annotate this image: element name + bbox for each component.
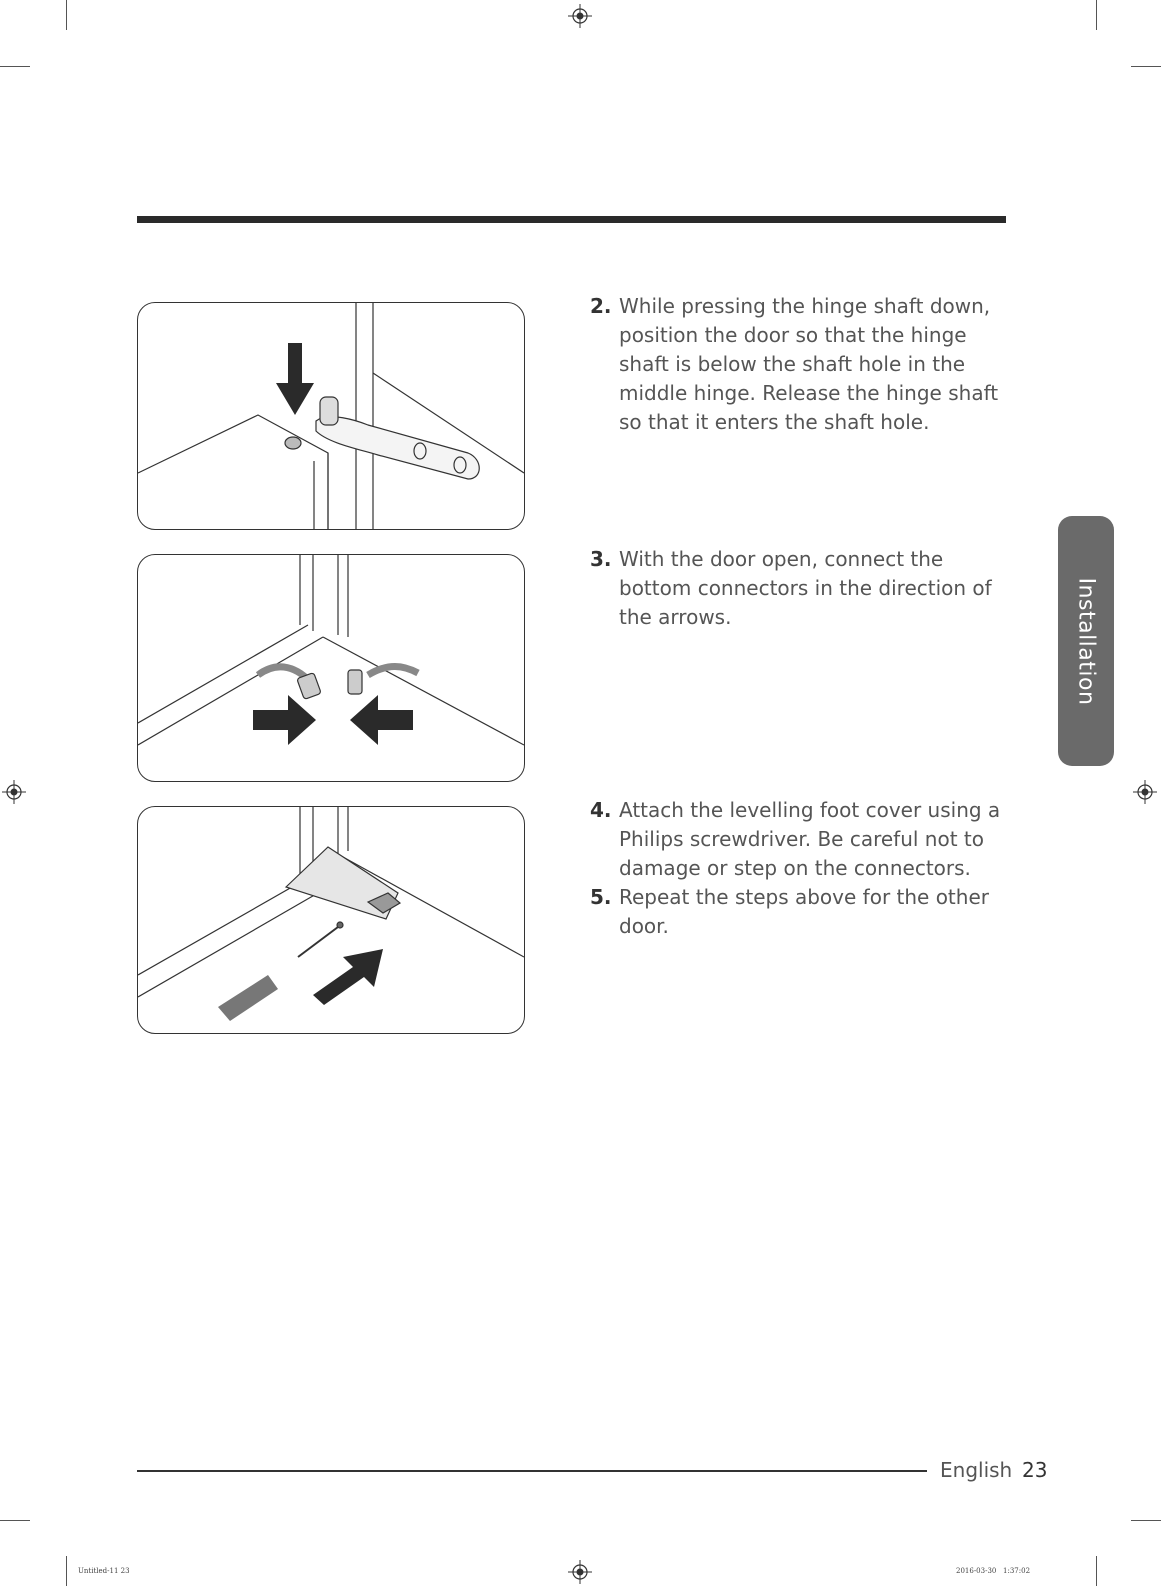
registration-mark-icon xyxy=(2,780,26,804)
crop-mark xyxy=(0,1520,30,1521)
step-number: 3. xyxy=(590,547,612,571)
step-text: Attach the levelling foot cover using a Philips screwdriver. Be careful not to damage or step on the connectors. xyxy=(619,798,1001,880)
step-3 xyxy=(590,545,1010,632)
footer-language: English xyxy=(940,1458,1013,1482)
step-text: Repeat the steps above for the other door. xyxy=(619,885,989,938)
crop-mark xyxy=(66,1556,67,1586)
crop-mark xyxy=(1131,66,1161,67)
levelling-foot-cover-illustration xyxy=(137,806,525,1034)
crop-mark xyxy=(66,0,67,30)
crop-mark xyxy=(0,66,30,67)
crop-mark xyxy=(1131,1520,1161,1521)
step-text: While pressing the hinge shaft down, position the door so that the hinge shaft is below the shaft hole in the middle hinge. Release the hinge shaft so that it enters the shaft hole. xyxy=(619,294,999,434)
registration-mark-icon xyxy=(568,4,592,28)
crop-mark xyxy=(1096,0,1097,30)
header-rule xyxy=(137,216,1006,223)
step-2 xyxy=(590,292,1010,437)
step-5 xyxy=(590,883,1010,941)
step-number: 5. xyxy=(590,885,612,909)
registration-mark-icon xyxy=(568,1560,592,1584)
hinge-shaft-illustration xyxy=(137,302,525,530)
print-slug-left: Untitled-11 23 xyxy=(78,1567,130,1575)
step-number: 2. xyxy=(590,294,612,318)
section-tab-label: Installation xyxy=(1073,577,1099,705)
print-slug-right: 2016-03-30 1:37:02 xyxy=(956,1567,1031,1575)
crop-mark xyxy=(1096,1556,1097,1586)
connectors-illustration xyxy=(137,554,525,782)
step-text: With the door open, connect the bottom connectors in the direction of the arrows. xyxy=(619,547,992,629)
section-tab xyxy=(1058,516,1114,766)
page-number: 23 xyxy=(1022,1458,1048,1482)
step-4 xyxy=(590,796,1010,883)
registration-mark-icon xyxy=(1133,780,1157,804)
step-number: 4. xyxy=(590,798,612,822)
footer-rule xyxy=(137,1470,927,1472)
